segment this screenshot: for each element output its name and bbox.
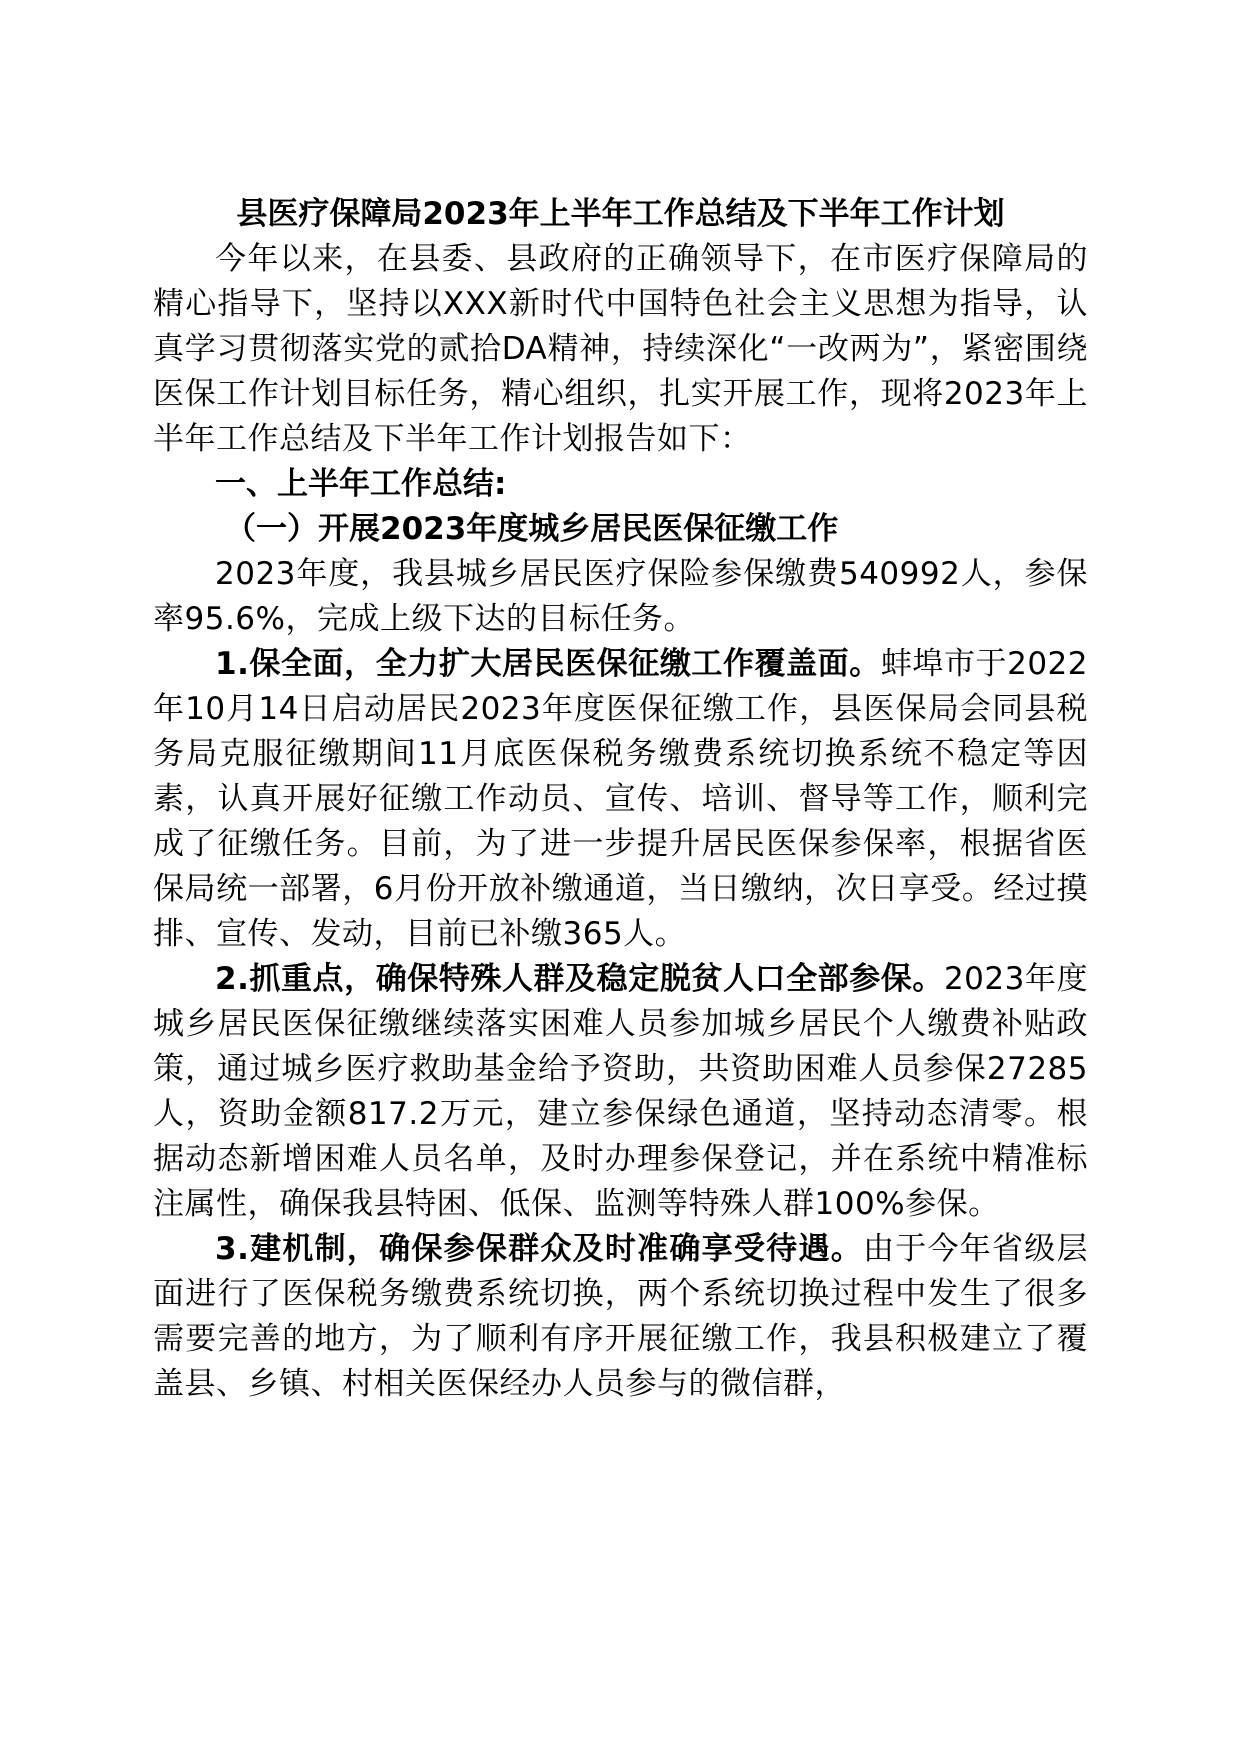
section-heading-first-half-summary: 一、上半年工作总结: <box>215 466 507 502</box>
document-body <box>153 192 1088 1407</box>
item-2-body: 2023年度城乡居民医保征缴继续落实困难人员参加城乡居民个人缴费补贴政策，通过城乡医疗救助基金给予资助，共资助困难人员参保27285人，资助金额817.2万元，建立参保绿色通道，坚持动态清零。根据动态新增困难人员名单，及时办理参保登记，并在系统中精准标注属性，确保我县特困、低保、监测等特殊人群100%参保。 <box>153 961 1088 1222</box>
item-1-lead: 1.保全面，全力扩大居民医保征缴工作覆盖面。 <box>215 646 881 682</box>
item-2-lead: 2.抓重点，确保特殊人群及稳定脱贫人口全部参保。 <box>215 961 944 997</box>
intro-paragraph: 今年以来，在县委、县政府的正确领导下，在市医疗保障局的精心指导下，坚持以XXX新时代中国特色社会主义思想为指导，认真学习贯彻落实党的贰拾DA精神，持续深化“一改两为”，紧密围绕医保工作计划目标任务，精心组织，扎实开展工作，现将2023年上半年工作总结及下半年工作计划报告如下： <box>153 241 1088 457</box>
document-title: 县医疗保障局2023年上半年工作总结及下半年工作计划 <box>236 196 1005 232</box>
item-1-paragraph <box>153 642 1088 957</box>
subsection-heading-insurance-collection: （一）开展2023年度城乡居民医保征缴工作 <box>225 511 839 547</box>
subsection-paragraph: 2023年度，我县城乡居民医疗保险参保缴费540992人，参保率95.6%，完成上级下达的目标任务。 <box>153 556 1088 637</box>
item-1-body: 蚌埠市于2022年10月14日启动居民2023年度医保征缴工作，县医保局会同县税务局克服征缴期间11月底医保税务缴费系统切换系统不稳定等因素，认真开展好征缴工作动员、宣传、培训、督导等工作，顺利完成了征缴任务。目前，为了进一步提升居民医保参保率，根据省医保局统一部署，6月份开放补缴通道，当日缴纳，次日享受。经过摸排、宣传、发动，目前已补缴365人。 <box>153 646 1088 952</box>
item-2-paragraph <box>153 957 1088 1227</box>
item-3-lead: 3.建机制，确保参保群众及时准确享受待遇。 <box>215 1231 863 1267</box>
item-3-body: 由于今年省级层面进行了医保税务缴费系统切换，两个系统切换过程中发生了很多需要完善的地方，为了顺利有序开展征缴工作，我县积极建立了覆盖县、乡镇、村相关医保经办人员参与的微信群， <box>153 1231 1088 1402</box>
item-3-paragraph <box>153 1227 1088 1407</box>
